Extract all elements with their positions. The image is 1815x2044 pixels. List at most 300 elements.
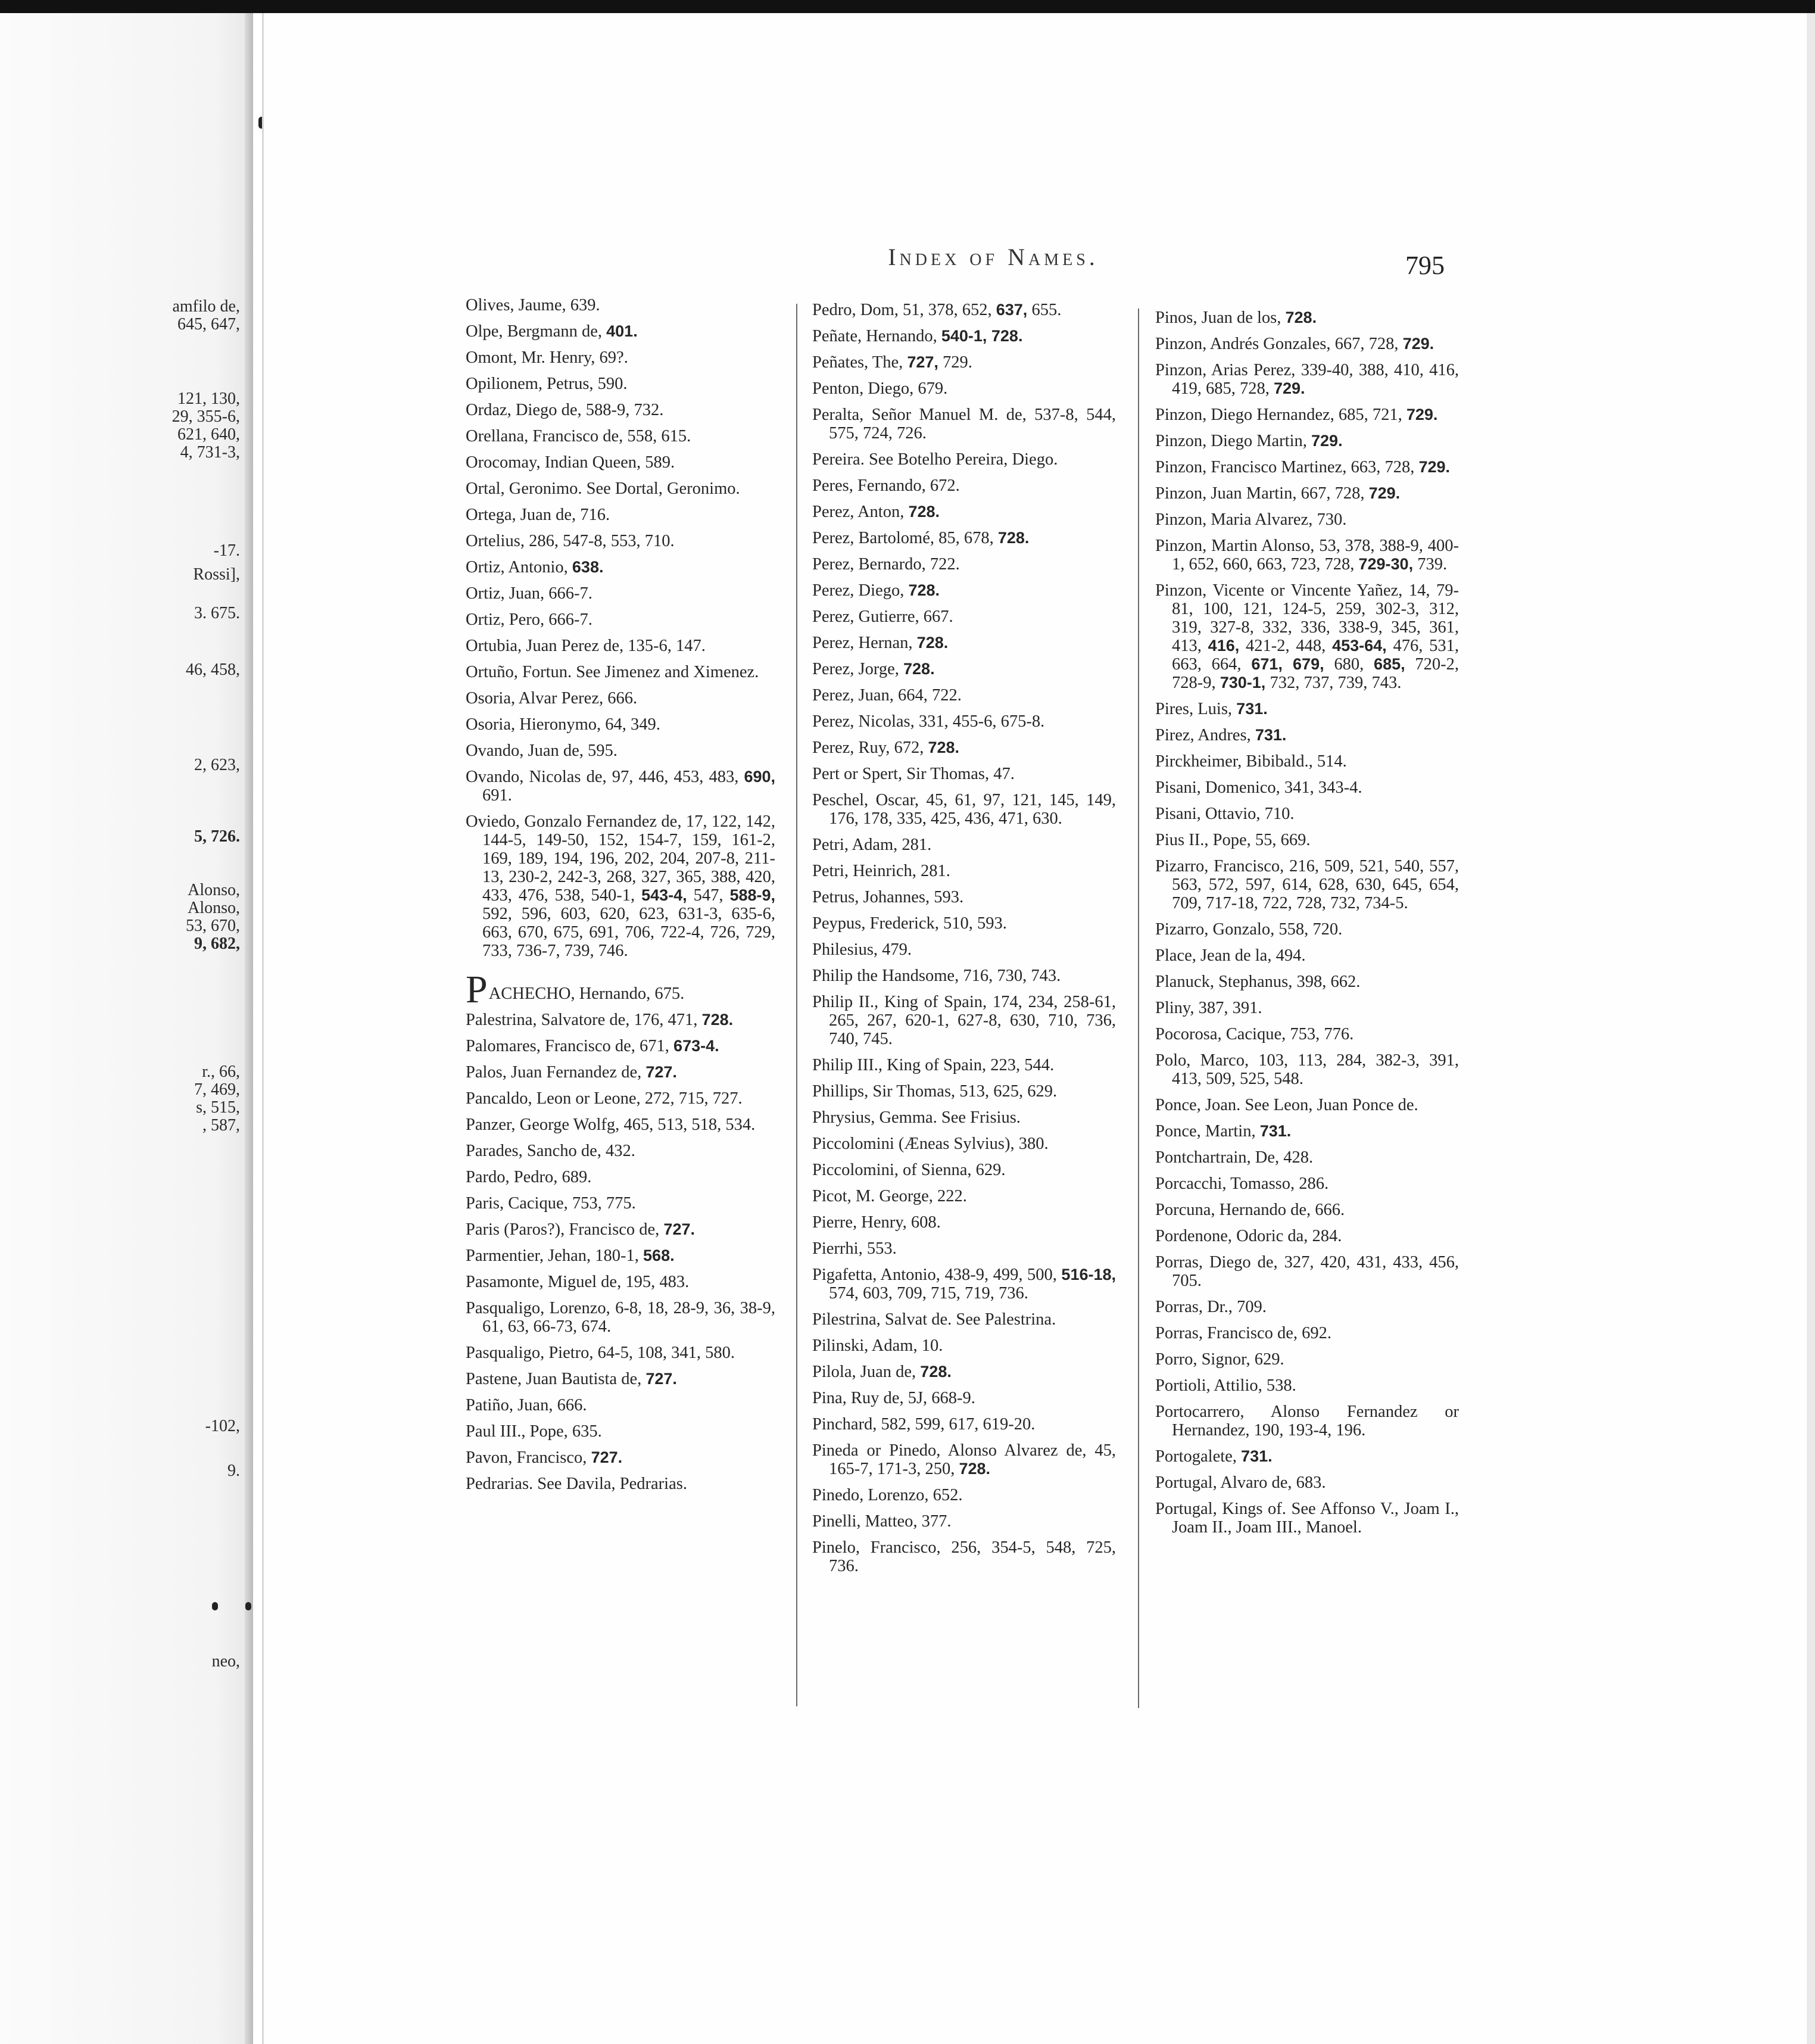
entry-text: Place, Jean de la, 494.: [1155, 946, 1306, 965]
entry-text: Perez, Ruy, 672,: [812, 739, 928, 757]
entry-text: Picot, M. George, 222.: [812, 1187, 967, 1205]
bold-page-reference: 728.: [920, 1363, 952, 1381]
bold-page-reference: 727.: [591, 1448, 623, 1466]
index-entry: [1155, 1298, 1459, 1316]
entry-text: 691.: [482, 786, 512, 805]
entry-text: Palos, Juan Fernandez de,: [466, 1063, 646, 1082]
entry-text: Pinedo, Lorenzo, 652.: [812, 1486, 963, 1504]
bold-page-reference: 728.: [959, 1460, 991, 1478]
left-page-fragment: -17.: [213, 541, 240, 560]
entry-text: Petri, Heinrich, 281.: [812, 862, 950, 880]
entry-text: Pilinski, Adam, 10.: [812, 1336, 943, 1355]
index-entry: [812, 1135, 1116, 1153]
entry-text: Porcuna, Hernando de, 666.: [1155, 1201, 1345, 1219]
entry-text: Pinzon, Juan Martin, 667, 728,: [1155, 484, 1369, 503]
bold-page-reference: 638.: [572, 558, 604, 576]
index-entry: [466, 506, 775, 524]
index-entry: [466, 322, 775, 341]
index-entry: [466, 812, 775, 960]
bold-page-reference: 727.: [645, 1063, 677, 1081]
column-rule: [1138, 309, 1139, 1708]
entry-text: Pinzon, Maria Alvarez, 730.: [1155, 510, 1347, 529]
index-entry: [1155, 581, 1459, 692]
bold-page-reference: 729.: [1311, 432, 1343, 450]
left-page-fragment: 3. 675.: [194, 604, 240, 622]
index-entry: [466, 427, 775, 445]
index-entry: [812, 1082, 1116, 1101]
index-entry: [812, 686, 1116, 705]
entry-text: Pasqualigo, Pietro, 64-5, 108, 341, 580.: [466, 1344, 735, 1362]
left-page-fragment: amfilo de,: [172, 297, 240, 316]
entry-text: Peñates, The,: [812, 353, 908, 372]
entry-text: Pardo, Pedro, 689.: [466, 1168, 592, 1186]
entry-text: Philip II., King of Spain, 174, 234, 258-61, 265, 267, 620-1, 627-8, 630, 710, 736, 740, 745.: [812, 993, 1116, 1048]
entry-text: Ponce, Joan. See Leon, Juan Ponce de.: [1155, 1096, 1418, 1114]
index-entry: [466, 1422, 775, 1441]
index-entry: [466, 453, 775, 472]
bold-page-reference: 727,: [907, 353, 938, 371]
index-entry: [1155, 857, 1459, 912]
bold-page-reference: 727.: [663, 1220, 695, 1238]
entry-text: Paris (Paros?), Francisco de,: [466, 1220, 664, 1239]
running-head: Index of Names.: [888, 244, 1099, 270]
bold-page-reference: 690,: [744, 768, 775, 786]
entry-text: Pinelo, Francisco, 256, 354-5, 548, 725, 736.: [812, 1538, 1116, 1575]
index-entry: [812, 353, 1116, 372]
bold-page-reference: 728.: [908, 503, 940, 521]
bold-page-reference: 731.: [1259, 1122, 1292, 1140]
index-entry: [466, 1396, 775, 1414]
index-entry: [812, 450, 1116, 469]
entry-text: Pires, Luis,: [1155, 700, 1237, 718]
entry-text: Palomares, Francisco de, 671,: [466, 1037, 674, 1055]
entry-text: Patiño, Juan, 666.: [466, 1396, 587, 1414]
index-entry: [812, 862, 1116, 880]
bold-page-reference: 685,: [1374, 655, 1405, 673]
scan-top-border: [0, 0, 1815, 13]
index-entry: [812, 1161, 1116, 1179]
entry-text: Ovando, Juan de, 595.: [466, 741, 618, 760]
entry-text: Ortega, Juan de, 716.: [466, 506, 610, 524]
index-column-3: [1155, 309, 1459, 1544]
index-entry: [466, 1299, 775, 1336]
index-entry: [812, 1538, 1116, 1575]
index-entry: [812, 1056, 1116, 1074]
entry-text: Pasamonte, Miguel de, 195, 483.: [466, 1273, 690, 1291]
left-page-fragment: Alonso,: [188, 899, 240, 917]
index-entry: [812, 1108, 1116, 1127]
entry-text: Opilionem, Petrus, 590.: [466, 375, 628, 393]
entry-text: Porcacchi, Tomasso, 286.: [1155, 1174, 1329, 1193]
entry-text: Perez, Bartolomé, 85, 678,: [812, 529, 998, 547]
index-column-1: [466, 296, 775, 1501]
index-entry: [466, 689, 775, 708]
left-page-fragment: 29, 355-6,: [171, 407, 240, 426]
entry-text: Pinzon, Martin Alonso, 53, 378, 388-9, 400-1, 652, 660, 663, 723, 728,: [1155, 537, 1459, 574]
entry-text: 476, 531, 663, 664,: [1172, 637, 1459, 674]
entry-text: Planuck, Stephanus, 398, 662.: [1155, 973, 1361, 991]
entry-text: Philesius, 479.: [812, 940, 912, 959]
index-entry: [812, 660, 1116, 678]
index-entry: [466, 1247, 775, 1265]
index-entry: [812, 1415, 1116, 1434]
entry-text: Pinzon, Francisco Martinez, 663, 728,: [1155, 458, 1419, 476]
binding-mark: [212, 1602, 218, 1610]
entry-text: Parades, Sancho de, 432.: [466, 1142, 635, 1160]
index-entry: [466, 1194, 775, 1213]
left-page-fragment: 9.: [227, 1462, 240, 1480]
entry-text: 592, 596, 603, 620, 623, 631-3, 635-6, 663, 670, 675, 691, 706, 722-4, 726, 729, 733, 736-7, 739, 746.: [482, 905, 775, 960]
binding-gutter: [245, 13, 253, 2044]
index-entry: [466, 1116, 775, 1134]
entry-text: Perez, Bernardo, 722.: [812, 555, 960, 574]
entry-text: Penton, Diego, 679.: [812, 379, 948, 398]
entry-text: Paris, Cacique, 753, 775.: [466, 1194, 636, 1213]
entry-text: Pius II., Pope, 55, 669.: [1155, 831, 1311, 849]
index-entry: [1155, 1253, 1459, 1290]
bold-page-reference: 730-1,: [1220, 674, 1266, 691]
index-entry: [466, 637, 775, 655]
left-page-fragment: 46, 458,: [186, 660, 240, 679]
entry-text: Ortiz, Juan, 666-7.: [466, 584, 592, 603]
index-entry: [812, 712, 1116, 731]
entry-text: Piccolomini (Æneas Sylvius), 380.: [812, 1135, 1049, 1153]
entry-text: Pinzon, Vicente or Vincente Yañez, 14, 79-81, 100, 121, 124-5, 259, 302-3, 312, 319, 327-8, 332, 336, 338-9, 345, 361, 413,: [1155, 581, 1459, 655]
index-entry: [1155, 406, 1459, 424]
bold-page-reference: 729.: [1368, 484, 1401, 502]
index-entry: [1155, 831, 1459, 849]
index-entry: [466, 663, 775, 681]
index-entry: [812, 993, 1116, 1048]
entry-text: Perez, Jorge,: [812, 660, 904, 678]
index-entry: [812, 555, 1116, 574]
index-entry: [1155, 1447, 1459, 1466]
index-entry: [812, 791, 1116, 828]
entry-text: Peschel, Oscar, 45, 61, 97, 121, 145, 149, 176, 178, 335, 425, 436, 471, 630.: [812, 791, 1116, 828]
entry-text: Ortiz, Antonio,: [466, 558, 572, 577]
left-page-fragment: 53, 670,: [186, 917, 240, 935]
entry-text: 680,: [1324, 655, 1374, 674]
entry-text: Pina, Ruy de, 5J, 668-9.: [812, 1389, 975, 1407]
entry-text: Perez, Juan, 664, 722.: [812, 686, 962, 705]
left-page-fragment: , 587,: [202, 1116, 240, 1135]
entry-text: Palestrina, Salvatore de, 176, 471,: [466, 1011, 702, 1029]
index-entry: [1155, 1350, 1459, 1369]
index-entry: [812, 765, 1116, 783]
bold-page-reference: 671, 679,: [1251, 655, 1324, 673]
bold-page-reference: 568.: [643, 1247, 675, 1264]
bold-page-reference: 453-64,: [1332, 637, 1387, 655]
page-edge: [1807, 13, 1815, 2044]
index-entry: [812, 476, 1116, 495]
index-entry: [466, 741, 775, 760]
index-entry: [466, 532, 775, 550]
entry-text: Pastene, Juan Bautista de,: [466, 1370, 646, 1388]
left-page-fragment: 645, 647,: [177, 315, 240, 334]
index-entry: [812, 327, 1116, 345]
entry-text: Olives, Jaume, 639.: [466, 296, 600, 314]
index-entry: [1155, 1051, 1459, 1088]
index-entry: [466, 968, 775, 1011]
entry-text: Portogalete,: [1155, 1447, 1242, 1466]
index-entry: [1155, 361, 1459, 398]
index-entry: [1155, 1201, 1459, 1219]
entry-text: Petrus, Johannes, 593.: [812, 888, 964, 906]
index-entry: [1155, 1096, 1459, 1114]
bold-page-reference: 401.: [606, 322, 638, 340]
entry-text: Pert or Spert, Sir Thomas, 47.: [812, 765, 1015, 783]
index-entry: [1155, 805, 1459, 823]
left-page-fragment: Rossi],: [193, 565, 240, 584]
entry-text: Ortuño, Fortun. See Jimenez and Ximenez.: [466, 663, 759, 681]
index-entry: [1155, 1376, 1459, 1395]
section-initial: P: [466, 968, 488, 1011]
index-entry: [1155, 1500, 1459, 1537]
index-entry: [466, 375, 775, 393]
bold-page-reference: 673-4.: [673, 1037, 719, 1055]
bold-page-reference: 728.: [701, 1011, 734, 1029]
index-entry: [812, 1213, 1116, 1232]
entry-text: Omont, Mr. Henry, 69?.: [466, 348, 628, 367]
entry-text: Pedro, Dom, 51, 378, 652,: [812, 301, 996, 319]
index-entry: [1155, 432, 1459, 450]
entry-text: Pancaldo, Leon or Leone, 272, 715, 727.: [466, 1089, 743, 1108]
entry-text: Pinzon, Andrés Gonzales, 667, 728,: [1155, 335, 1403, 353]
bold-page-reference: 543-4,: [641, 886, 687, 904]
left-page-fragment: r., 66,: [202, 1062, 240, 1081]
index-entry: [1155, 920, 1459, 939]
index-entry: [1155, 309, 1459, 327]
index-entry: [1155, 537, 1459, 574]
bold-page-reference: 729.: [1274, 379, 1305, 397]
index-entry: [812, 1239, 1116, 1258]
entry-text: Peralta, Señor Manuel M. de, 537-8, 544, 575, 724, 726.: [812, 406, 1116, 443]
index-entry: [466, 1344, 775, 1362]
left-page-fragment: 9, 682,: [194, 934, 240, 953]
index-entry: [812, 888, 1116, 906]
bold-page-reference: 728.: [997, 529, 1030, 547]
index-entry: [466, 348, 775, 367]
entry-text: 655.: [1027, 301, 1062, 319]
index-entry: [812, 836, 1116, 854]
index-entry: [1155, 700, 1459, 718]
index-entry: [1155, 335, 1459, 353]
index-entry: [812, 1336, 1116, 1355]
entry-text: Philip III., King of Spain, 223, 544.: [812, 1056, 1055, 1074]
entry-text: Pinos, Juan de los,: [1155, 309, 1286, 327]
bold-page-reference: 731.: [1255, 726, 1287, 744]
index-entry: [1155, 1174, 1459, 1193]
index-entry: [1155, 946, 1459, 965]
entry-text: Ortelius, 286, 547-8, 553, 710.: [466, 532, 675, 550]
entry-text: 739.: [1413, 555, 1448, 574]
entry-text: Orellana, Francisco de, 558, 615.: [466, 427, 691, 445]
bold-page-reference: 729.: [1406, 406, 1438, 423]
left-page-fragment: Alonso,: [188, 881, 240, 899]
bold-page-reference: 540-1, 728.: [941, 327, 1023, 345]
left-page-fragment: 621, 640,: [177, 425, 240, 444]
index-entry: [812, 607, 1116, 626]
index-column-2: [812, 301, 1116, 1583]
entry-text: Portugal, Alvaro de, 683.: [1155, 1473, 1326, 1492]
index-entry: [812, 967, 1116, 985]
entry-text: Petri, Adam, 281.: [812, 836, 932, 854]
entry-text: 574, 603, 709, 715, 719, 736.: [829, 1284, 1028, 1303]
index-entry: [1155, 1227, 1459, 1245]
index-entry: [1155, 1025, 1459, 1043]
index-entry: [466, 1370, 775, 1388]
bold-page-reference: 728.: [908, 581, 940, 599]
entry-text: Pineda or Pinedo, Alonso Alvarez de, 45, 165-7, 171-3, 250,: [812, 1441, 1116, 1478]
index-entry: [466, 715, 775, 734]
index-entry: [812, 940, 1116, 959]
entry-text: Parmentier, Jehan, 180-1,: [466, 1247, 644, 1265]
bold-page-reference: 637,: [996, 301, 1028, 319]
bold-page-reference: 729.: [1418, 458, 1451, 476]
index-entry: [1155, 1403, 1459, 1439]
index-entry: [466, 558, 775, 577]
entry-text: Polo, Marco, 103, 113, 284, 382-3, 391, 413, 509, 525, 548.: [1155, 1051, 1459, 1088]
index-entry: [1155, 778, 1459, 797]
entry-text: Porras, Diego de, 327, 420, 431, 433, 456, 705.: [1155, 1253, 1459, 1290]
index-entry: [812, 1512, 1116, 1531]
entry-text: Pizarro, Francisco, 216, 509, 521, 540, 557, 563, 572, 597, 614, 628, 630, 645, 654, 709, 717-18, 722, 728, 732, 734-5.: [1155, 857, 1459, 912]
entry-text: Phillips, Sir Thomas, 513, 625, 629.: [812, 1082, 1058, 1101]
left-page-fragment: neo,: [211, 1652, 240, 1671]
entry-text: Pisani, Domenico, 341, 343-4.: [1155, 778, 1362, 797]
entry-text: Pierre, Henry, 608.: [812, 1213, 941, 1232]
entry-text: Osoria, Hieronymo, 64, 349.: [466, 715, 660, 734]
bold-page-reference: 416,: [1208, 637, 1240, 655]
entry-text: Perez, Hernan,: [812, 634, 917, 652]
entry-text: Pinzon, Diego Martin,: [1155, 432, 1312, 450]
entry-text: Pilestrina, Salvat de. See Palestrina.: [812, 1310, 1056, 1329]
entry-text: Ortiz, Pero, 666-7.: [466, 610, 592, 629]
index-entry: [466, 1011, 775, 1029]
entry-text: Porras, Dr., 709.: [1155, 1298, 1267, 1316]
left-page-fragment: 7, 469,: [194, 1080, 240, 1099]
entry-text: Perez, Anton,: [812, 503, 909, 521]
bold-page-reference: 728.: [903, 660, 935, 678]
index-entry: [1155, 752, 1459, 771]
bold-page-reference: 728.: [928, 739, 960, 756]
index-entry: [466, 1273, 775, 1291]
left-page-margin: [0, 13, 253, 2044]
index-entry: [1155, 510, 1459, 529]
bold-page-reference: 731.: [1241, 1447, 1273, 1465]
entry-text: Pontchartrain, De, 428.: [1155, 1148, 1314, 1167]
index-entry: [466, 1220, 775, 1239]
left-page-fragment: s, 515,: [196, 1098, 240, 1117]
index-entry: [1155, 1324, 1459, 1342]
left-page-fragment: 5, 726.: [194, 827, 240, 846]
index-entry: [466, 1142, 775, 1160]
entry-text: 720-2, 728-9,: [1172, 655, 1460, 692]
index-entry: [466, 1448, 775, 1467]
index-entry: [466, 1063, 775, 1082]
entry-text: Orocomay, Indian Queen, 589.: [466, 453, 675, 472]
index-entry: [466, 610, 775, 629]
entry-text: Osoria, Alvar Perez, 666.: [466, 689, 638, 708]
entry-text: Pizarro, Gonzalo, 558, 720.: [1155, 920, 1343, 939]
index-entry: [466, 1037, 775, 1055]
entry-text: Paul III., Pope, 635.: [466, 1422, 602, 1441]
entry-text: Pasqualigo, Lorenzo, 6-8, 18, 28-9, 36, 38-9, 61, 63, 66-73, 674.: [466, 1299, 775, 1336]
binding-mark: [245, 1602, 251, 1610]
entry-text: Porras, Francisco de, 692.: [1155, 1324, 1332, 1342]
entry-text: Ovando, Nicolas de, 97, 446, 453, 483,: [466, 768, 744, 786]
left-page-fragment: 121, 130,: [177, 390, 240, 408]
index-entry: [812, 634, 1116, 652]
entry-text: Ortal, Geronimo. See Dortal, Geronimo.: [466, 479, 740, 498]
bold-page-reference: 728.: [1285, 309, 1317, 326]
index-entry: [466, 296, 775, 314]
index-entry: [812, 406, 1116, 443]
entry-text: Olpe, Bergmann de,: [466, 322, 607, 341]
entry-text: Portocarrero, Alonso Fernandez or Hernandez, 190, 193-4, 196.: [1155, 1403, 1459, 1439]
entry-text: Perez, Nicolas, 331, 455-6, 675-8.: [812, 712, 1045, 731]
entry-text: Pinchard, 582, 599, 617, 619-20.: [812, 1415, 1036, 1434]
entry-text: Pliny, 387, 391.: [1155, 999, 1262, 1017]
entry-text: 421-2, 448,: [1239, 637, 1333, 655]
entry-text: Pierrhi, 553.: [812, 1239, 897, 1258]
entry-text: Perez, Diego,: [812, 581, 909, 600]
index-entry: [466, 1475, 775, 1493]
bold-page-reference: 731.: [1236, 700, 1268, 718]
index-entry: [466, 768, 775, 805]
index-entry: [812, 1441, 1116, 1478]
entry-text: Pinelli, Matteo, 377.: [812, 1512, 952, 1531]
entry-text: Panzer, George Wolfg, 465, 513, 518, 534.: [466, 1116, 756, 1134]
left-page-fragment: -102,: [205, 1417, 240, 1435]
entry-text: Pisani, Ottavio, 710.: [1155, 805, 1295, 823]
entry-text: Peypus, Frederick, 510, 593.: [812, 914, 1007, 933]
bold-page-reference: 728.: [916, 634, 949, 652]
entry-text: Pilola, Juan de,: [812, 1363, 921, 1381]
entry-text: Pirez, Andres,: [1155, 726, 1255, 744]
index-entry: [1155, 1122, 1459, 1141]
index-entry: [1155, 1148, 1459, 1167]
entry-text: Piccolomini, of Sienna, 629.: [812, 1161, 1006, 1179]
bold-page-reference: 729-30,: [1358, 555, 1414, 573]
index-entry: [812, 1310, 1116, 1329]
index-entry: [466, 584, 775, 603]
index-entry: [466, 479, 775, 498]
entry-text: Philip the Handsome, 716, 730, 743.: [812, 967, 1061, 985]
index-entry: [812, 1486, 1116, 1504]
bold-page-reference: 729.: [1402, 335, 1434, 353]
index-entry: [812, 1389, 1116, 1407]
entry-text: Porro, Signor, 629.: [1155, 1350, 1284, 1369]
page-number: 795: [1405, 251, 1445, 280]
entry-text: Portugal, Kings of. See Affonso V., Joam I., Joam II., Joam III., Manoel.: [1155, 1500, 1459, 1537]
entry-text: Pereira. See Botelho Pereira, Diego.: [812, 450, 1058, 469]
bold-page-reference: 727.: [645, 1370, 677, 1388]
left-page-fragment: 4, 731-3,: [180, 443, 240, 462]
entry-text: Pinzon, Arias Perez, 339-40, 388, 410, 416, 419, 685, 728,: [1155, 361, 1459, 398]
entry-text: Peñate, Hernando,: [812, 327, 941, 345]
entry-text: Peres, Fernando, 672.: [812, 476, 960, 495]
entry-text: Pedrarias. See Davila, Pedrarias.: [466, 1475, 687, 1493]
entry-text: Oviedo, Gonzalo Fernandez de, 17, 122, 142, 144-5, 149-50, 152, 154-7, 159, 161-2, 169, 189, 194, 196, 202, 204, 207-8, 211-13, 230-2, 242-3, 268, 327, 365, 388, 420, 433, 476, 538, 540-1,: [466, 812, 775, 905]
entry-text: Ordaz, Diego de, 588-9, 732.: [466, 401, 664, 419]
entry-text: 729.: [938, 353, 972, 372]
left-page-fragment: 2, 623,: [194, 756, 240, 774]
index-entry: [812, 581, 1116, 600]
index-entry: [812, 379, 1116, 398]
entry-text: Portioli, Attilio, 538.: [1155, 1376, 1296, 1395]
index-entry: [1155, 726, 1459, 744]
